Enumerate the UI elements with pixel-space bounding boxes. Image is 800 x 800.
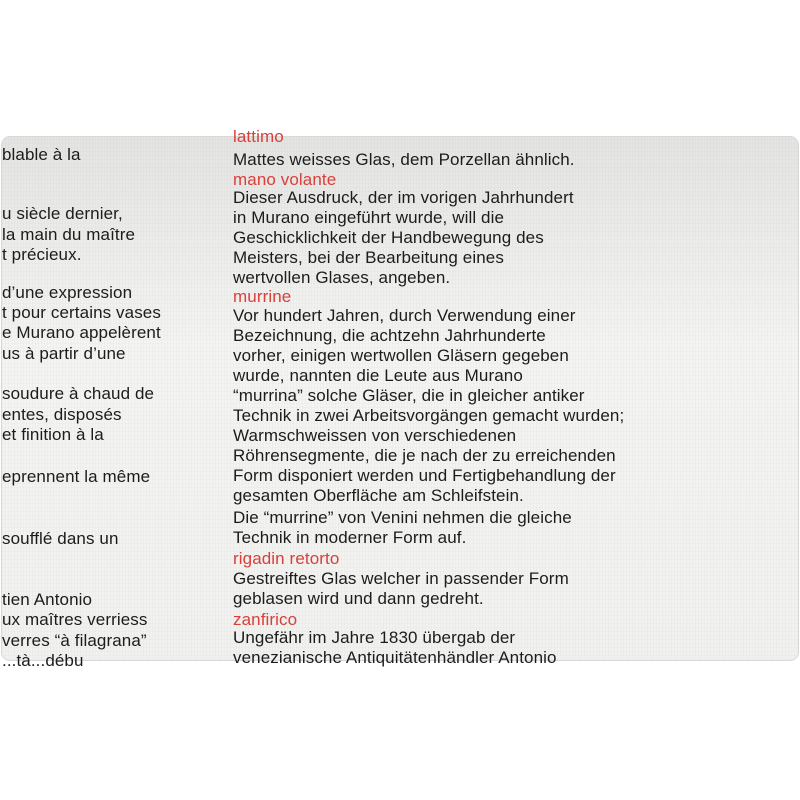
glossary-definition-line: Dieser Ausdruck, der im vorigen Jahrhundert bbox=[233, 188, 574, 207]
french-text-line: ux maîtres verriess bbox=[2, 610, 148, 629]
glossary-definition-line: Meisters, bei der Bearbeitung eines bbox=[233, 248, 504, 267]
french-text-line: us à partir d’une bbox=[2, 344, 126, 363]
glossary-definition-line: “murrina” solche Gläser, die in gleicher antiker bbox=[233, 386, 585, 405]
glossary-definition-line: Form disponiert werden und Fertigbehandlung der bbox=[233, 466, 616, 485]
glossary-definition-line: Vor hundert Jahren, durch Verwendung einer bbox=[233, 306, 576, 325]
glossary-term: rigadin retorto bbox=[233, 549, 340, 568]
glossary-definition-line: wurde, nannten die Leute aus Murano bbox=[233, 366, 523, 385]
glossary-definition-line: in Murano eingeführt wurde, will die bbox=[233, 208, 505, 227]
glossary-definition-line: Ungefähr im Jahre 1830 übergab der bbox=[233, 628, 516, 647]
glossary-term: zanfirico bbox=[233, 610, 298, 629]
french-text-line: u siècle dernier, bbox=[2, 204, 123, 223]
french-text-line: eprennent la même bbox=[2, 467, 151, 486]
glossary-definition-line: Mattes weisses Glas, dem Porzellan ähnlich. bbox=[233, 150, 575, 169]
glossary-definition-line: venezianische Antiquitätenhändler Antonio bbox=[233, 648, 557, 667]
french-text-line: blable à la bbox=[2, 145, 81, 164]
glossary-definition-line: Technik in moderner Form auf. bbox=[233, 528, 467, 547]
document-photo bbox=[2, 127, 798, 670]
french-text-line: soufflé dans un bbox=[2, 529, 119, 548]
glossary-definition-line: vorher, einigen wertwollen Gläsern gegeben bbox=[233, 346, 569, 365]
glossary-definition-line: gesamten Oberfläche am Schleifstein. bbox=[233, 486, 524, 505]
glossary-term: murrine bbox=[233, 287, 292, 306]
glossary-definition-line: Warmschweissen von verschiedenen bbox=[233, 426, 517, 445]
french-text-line: verres “à filagrana” bbox=[2, 631, 147, 650]
glossary-definition-line: Die “murrine” von Venini nehmen die gleiche bbox=[233, 508, 572, 527]
french-text-line: e Murano appelèrent bbox=[2, 323, 161, 342]
french-text-line: ...tà...débu bbox=[2, 651, 84, 670]
french-text-line: la main du maître bbox=[2, 225, 136, 244]
glossary-term: lattimo bbox=[233, 127, 284, 146]
glossary-term: mano volante bbox=[233, 170, 337, 189]
glossary-definition-line: Gestreiftes Glas welcher in passender Form bbox=[233, 569, 569, 588]
french-text-line: soudure à chaud de bbox=[2, 384, 155, 403]
french-text-line: t pour certains vases bbox=[2, 303, 161, 322]
glossary-definition-line: Technik in zwei Arbeitsvorgängen gemacht wurden; bbox=[233, 406, 625, 425]
french-text-line: tien Antonio bbox=[2, 590, 93, 609]
glossary-definition-line: wertvollen Glases, angeben. bbox=[233, 268, 451, 287]
french-text-line: entes, disposés bbox=[2, 405, 122, 424]
french-text-line: et finition à la bbox=[2, 425, 104, 444]
glossary-definition-line: Geschicklichkeit der Handbewegung des bbox=[233, 228, 544, 247]
glossary-definition-line: geblasen wird und dann gedreht. bbox=[233, 589, 484, 608]
glossary-definition-line: Bezeichnung, die achtzehn Jahrhunderte bbox=[233, 326, 546, 345]
french-text-line: d’une expression bbox=[2, 283, 133, 302]
french-text-line: t précieux. bbox=[2, 245, 82, 264]
glossary-definition-line: Röhrensegmente, die je nach der zu erreichenden bbox=[233, 446, 616, 465]
